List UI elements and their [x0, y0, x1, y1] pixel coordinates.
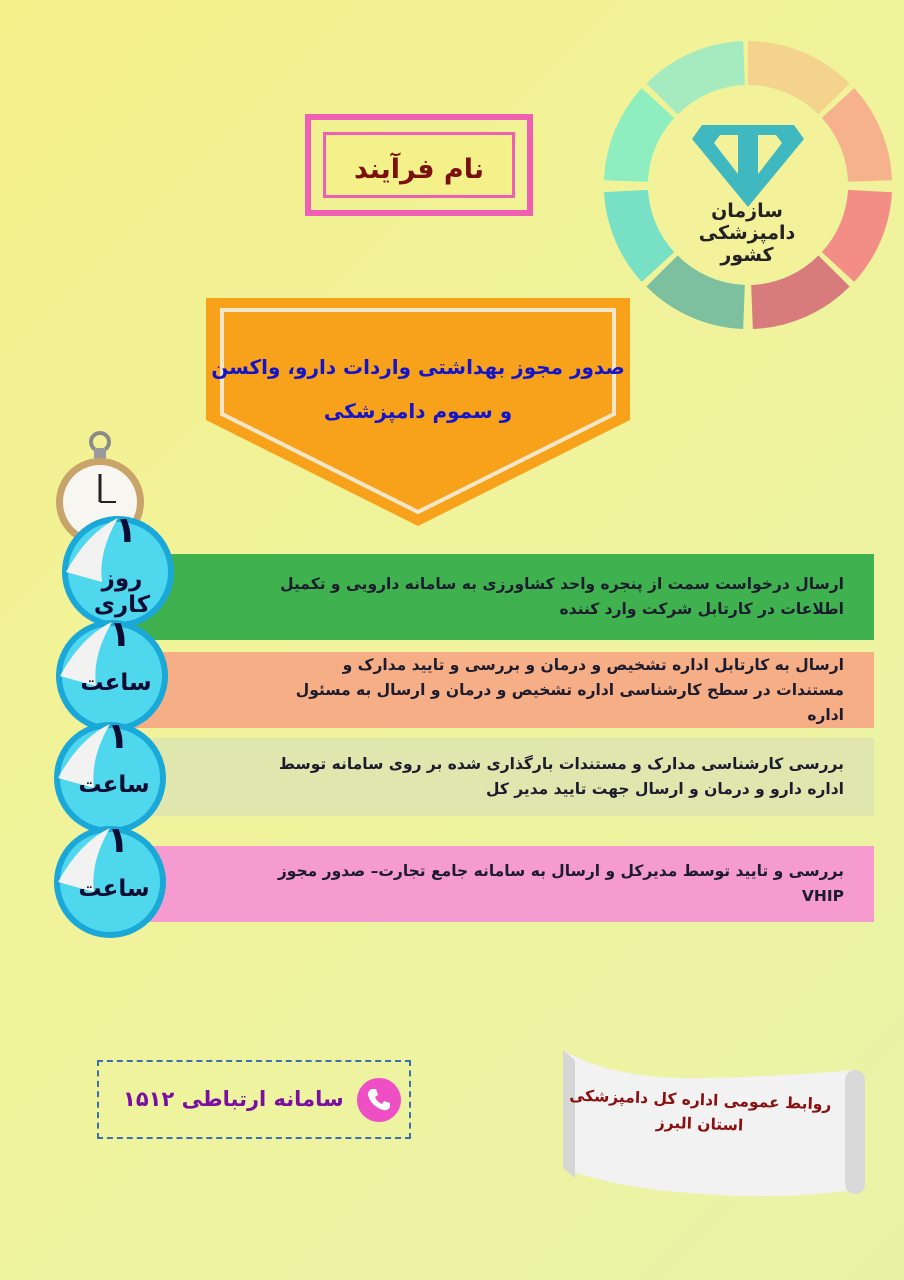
- process-title-line-1: صدور مجوز بهداشتی واردات دارو، واکسن: [211, 355, 625, 379]
- phone-icon[interactable]: [357, 1078, 401, 1122]
- footer-organization: [564, 1083, 836, 1140]
- step-description: بررسی و تایید توسط مدیرکل و ارسال به سامانه جامع تجارت– صدور مجوز VHIP: [277, 862, 844, 905]
- duration-unit: ساعت: [80, 670, 152, 696]
- step-description: بررسی کارشناسی مدارک و مستندات بارگذاری شده بر روی سامانه توسط اداره دارو و درمان و ارسال جهت تایید مدیر کل: [278, 755, 844, 798]
- process-title: [206, 345, 630, 433]
- duration-number: ۱: [109, 614, 131, 655]
- process-title-line-2: و سموم دامپزشکی: [323, 399, 513, 423]
- duration-unit: ساعت: [78, 876, 150, 902]
- duration-number: ۱: [107, 820, 129, 861]
- step-duration-badge: [50, 822, 170, 942]
- step-description: ارسال به کارتابل اداره تشخیص و درمان و بررسی و تایید مدارک و مستندات در سطح کارشناسی اداره تشخیص و درمان و ارسال به مسئول اداره: [295, 655, 844, 724]
- contact-label: سامانه ارتباطی ۱۵۱۲: [123, 1087, 344, 1111]
- step-row: [120, 738, 874, 816]
- duration-unit: ساعت: [78, 772, 150, 798]
- duration-unit: روز کاری: [93, 566, 151, 618]
- step-row: [120, 846, 874, 922]
- duration-number: ۱: [115, 510, 137, 551]
- organization-logo: [598, 35, 898, 335]
- contact-box[interactable]: [97, 1060, 411, 1139]
- step-description: ارسال درخواست سمت از پنجره واحد کشاورزی به سامانه دارویی و تکمیل اطلاعات در کارتابل شرکت وارد کننده: [280, 575, 844, 618]
- organization-logo-text: سازمان دامپزشکی کشور: [698, 200, 796, 266]
- process-name-box: [305, 114, 533, 216]
- step-row: [120, 554, 874, 640]
- footer-org-line-1: روابط عمومی اداره کل دامپزشکی: [569, 1086, 832, 1114]
- process-name-label: نام فرآیند: [354, 154, 484, 185]
- duration-number: ۱: [107, 716, 129, 757]
- footer-org-line-2: استان البرز: [655, 1113, 744, 1135]
- step-row: [120, 652, 874, 728]
